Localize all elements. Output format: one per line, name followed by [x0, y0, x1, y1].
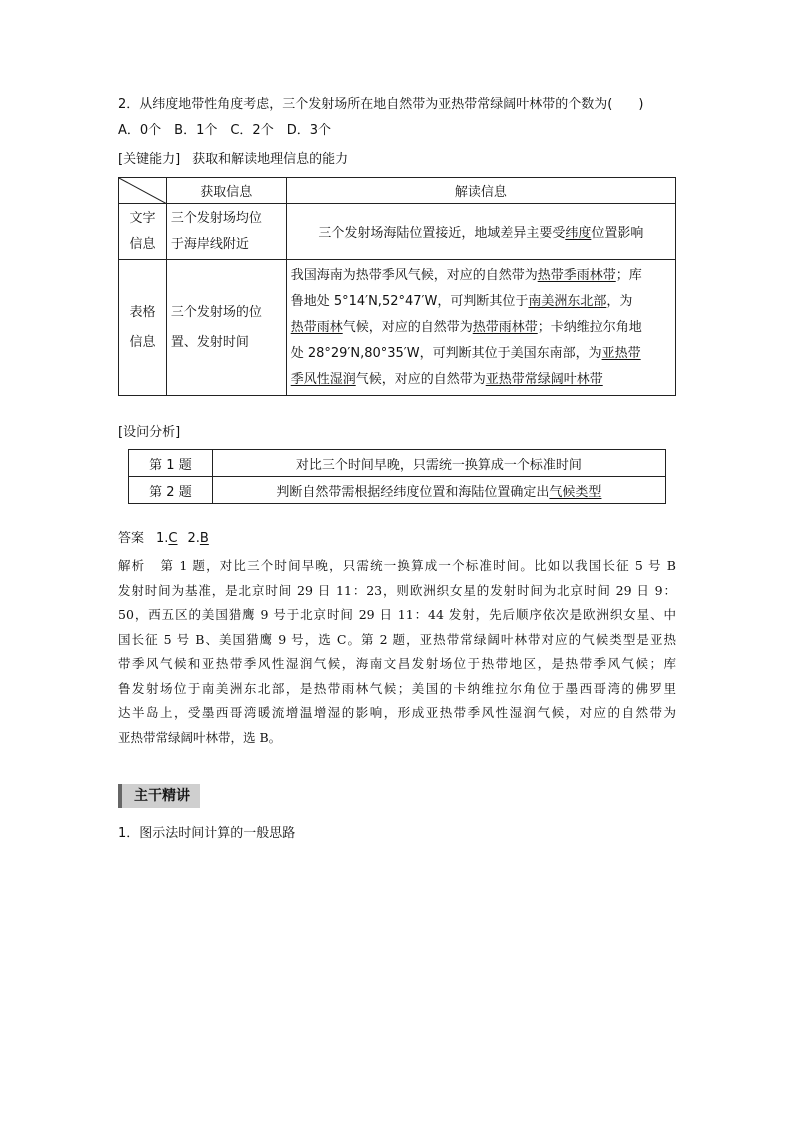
analysis-text: 判断自然带需根据经纬度位置和海陆位置确定出气候类型 — [212, 477, 665, 504]
interpret-line: 处 28°29′N,80°35′W，可判断其位于美国东南部，为亚热带 — [290, 345, 641, 361]
explanation-line: 第 1 题，对比三个时间早晚，只需统一换算成一个标准时间。比如以我国长征 5 号 B — [159, 558, 676, 573]
explanation-label: 解析 — [118, 558, 146, 573]
interpret-line: 热带雨林气候，对应的自然带为热带雨林带；卡纳维拉尔角地 — [290, 319, 642, 335]
interpret-line: 鲁地处 5°14′N,52°47′W，可判断其位于南美洲东北部，为 — [290, 293, 633, 309]
row-interpret-table — [286, 260, 675, 396]
answer: 答案 1.C 2.B — [118, 531, 209, 546]
diagonal-header-cell — [119, 178, 167, 204]
analysis-q: 第 2 题 — [129, 477, 213, 504]
info-table-header-row — [119, 178, 676, 204]
interpret-text: 位置影响 — [591, 226, 644, 241]
explanation-line: 发射时间为基准，是北京时间 29 日 11：23，则欧洲织女星的发射时间为北京时间 29 日 9： — [118, 582, 676, 598]
section-item: 1．图示法时间计算的一般思路 — [118, 826, 296, 841]
header-interpret-info: 解读信息 — [286, 178, 675, 204]
analysis-table — [128, 449, 666, 504]
diagonal-line — [119, 178, 167, 204]
get-line: 于海岸线附近 — [170, 236, 249, 252]
row-type-line: 信息 — [129, 236, 156, 252]
interpret-line: 季风性湿润气候，对应的自然带为亚热带常绿阔叶林带 — [290, 371, 603, 387]
key-ability-text: 获取和解读地理信息的能力 — [192, 152, 349, 167]
row-type-table — [119, 260, 167, 396]
info-table-row-table — [119, 260, 676, 396]
interpret-text: 三个发射场海陆位置接近，地域差异主要受 — [318, 226, 566, 241]
interpret-line: 我国海南为热带季风气候，对应的自然带为热带季雨林带；库 — [290, 267, 642, 283]
key-ability-label: [关键能力] — [118, 152, 181, 167]
header-get-info: 获取信息 — [166, 178, 286, 204]
info-table — [118, 177, 676, 396]
row-type-line: 文字 — [129, 210, 156, 226]
info-table-row-text — [119, 204, 676, 260]
analysis-row — [129, 450, 666, 477]
explanation — [118, 554, 676, 750]
key-ability — [118, 151, 348, 169]
interpret-underline: 纬度 — [565, 226, 592, 241]
explanation-line: 亚热带常绿阔叶林带，选 B。 — [118, 729, 282, 745]
get-line: 三个发射场均位 — [170, 210, 262, 226]
row-get-table — [166, 260, 286, 396]
analysis-q: 第 1 题 — [129, 450, 213, 477]
answer-1: C — [168, 531, 178, 546]
explanation-line: 国长征 5 号 B、美国猎鹰 9 号，选 C。第 2 题，亚热带常绿阔叶林带对应的气候类型是亚热 — [118, 631, 676, 647]
row-type-line: 信息 — [129, 334, 156, 350]
row-type-text — [119, 204, 167, 260]
get-line: 置、发射时间 — [170, 334, 249, 350]
get-line: 三个发射场的位 — [170, 304, 262, 320]
explanation-line: 50，西五区的美国猎鹰 9 号于北京时间 29 日 11：44 发射，先后顺序依次是欧洲织女星、中 — [118, 607, 676, 622]
answer-label: 答案 — [118, 531, 145, 546]
answer-2: B — [199, 531, 209, 546]
row-get-text — [166, 204, 286, 260]
row-interpret-text — [286, 204, 675, 260]
row-type-line: 表格 — [129, 304, 156, 320]
explanation-line: 带季风气候和亚热带季风性湿润气候，海南文昌发射场位于热带地区，是热带季风气候；库 — [118, 656, 676, 671]
analysis-row — [129, 477, 666, 504]
question-stem: 2．从纬度地带性角度考虑，三个发射场所在地自然带为亚热带常绿阔叶林带的个数为( ) — [118, 97, 644, 112]
explanation-line: 鲁发射场位于南美洲东北部，是热带雨林气候；美国的卡纳维拉尔角位于墨西哥湾的佛罗里 — [118, 680, 676, 696]
explanation-line: 达半岛上，受墨西哥湾暖流增温增湿的影响，形成亚热带季风性湿润气候，对应的自然带为 — [118, 705, 676, 720]
question-options: A．0个 B．1个 C．2个 D．3个 — [118, 123, 331, 138]
section-banner: 主干精讲 — [118, 784, 200, 808]
analysis-label: [设问分析] — [118, 425, 181, 440]
analysis-text: 对比三个时间早晚，只需统一换算成一个标准时间 — [212, 450, 665, 477]
